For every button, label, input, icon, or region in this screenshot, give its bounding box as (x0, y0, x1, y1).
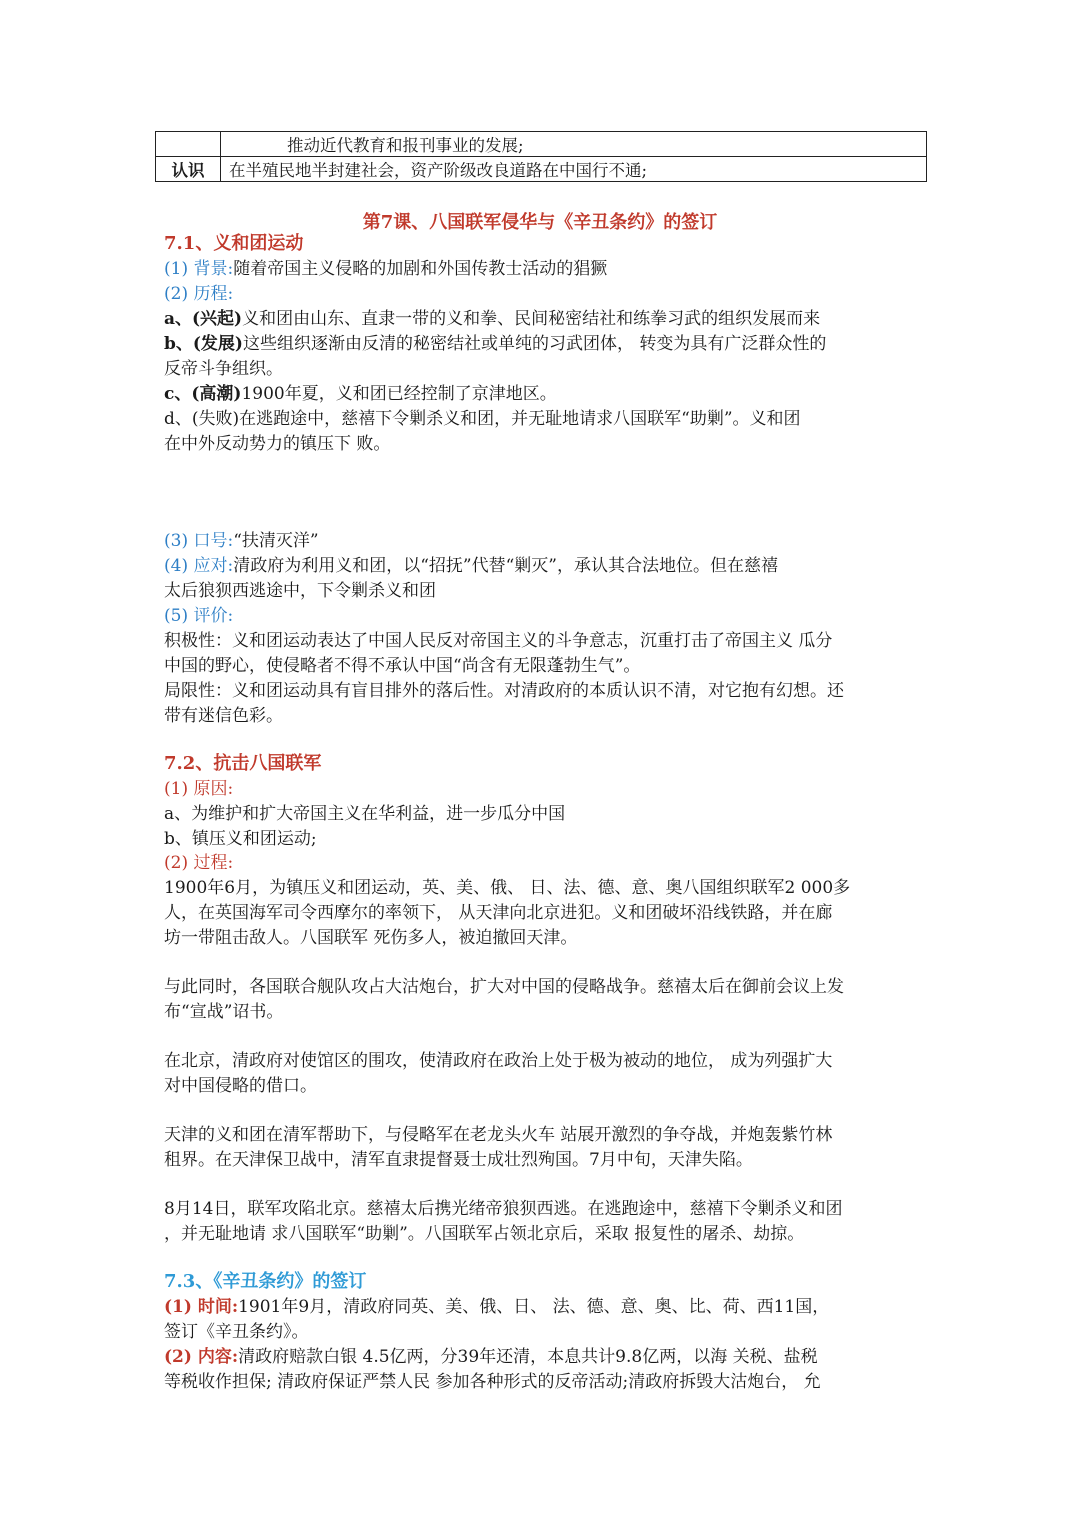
stage-b-text: 这些组织逐渐由反清的秘密结社或单纯的习武团体， 转变为具有广泛群众性的 (242, 334, 827, 354)
slogan-line (164, 530, 319, 552)
evaluation-limit: 局限性：义和团运动具有盲目排外的落后性。对清政府的本质认识不清，对它抱有幻想。还 (164, 681, 844, 701)
background-text: 随着帝国主义侵略的加剧和外国传教士活动的猖獗 (233, 259, 608, 279)
process-p1-cont: 人，在英国海军司令西摩尔的率领下， 从天津向北京进犯。义和团破坏沿线铁路，并在廊 (164, 903, 833, 923)
table-row (156, 132, 927, 157)
treaty-time-label: (1) 时间: (164, 1297, 239, 1317)
table-row (156, 157, 927, 182)
table-row-head: 认识 (156, 157, 221, 182)
stage-d: d、(失败)在逃跑途中，慈禧下令剿杀义和团，并无耻地请求八国联军“助剿”。义和团 (164, 409, 801, 429)
section-heading-7-2: 7.2、抗击八国联军 (164, 753, 322, 774)
process-p5: 8月14日，联军攻陷北京。慈禧太后携光绪帝狼狈西逃。在逃跑途中，慈禧下令剿杀义和团 (164, 1199, 843, 1219)
process-p4-cont: 租界。在天津保卫战中，清军直隶提督聂士成壮烈殉国。7月中旬，天津失陷。 (164, 1150, 753, 1170)
evaluation-limit-cont: 带有迷信色彩。 (164, 706, 283, 726)
response-label: (4) 应对: (164, 556, 234, 576)
slogan-label: (3) 口号: (164, 531, 234, 551)
treaty-content (164, 1346, 818, 1368)
stage-a (164, 308, 820, 330)
table-cell: 推动近代教育和报刊事业的发展; (221, 132, 927, 157)
response-line (164, 555, 778, 577)
process-p5-cont: ，并无耻地请 求八国联军“助剿”。八国联军占领北京后，采取 报复性的屠杀、劫掠。 (164, 1224, 805, 1244)
evaluation-positive: 积极性：义和团运动表达了中国人民反对帝国主义的斗争意志，沉重打击了帝国主义 瓜分 (164, 631, 833, 651)
evaluation-label: (5) 评价: (164, 606, 234, 626)
lesson-title: 第7课、八国联军侵华与《辛丑条约》的签订 (362, 212, 718, 233)
process-p1-cont2: 坊一带阻击敌人。八国联军 死伤多人，被迫撤回天津。 (164, 928, 578, 948)
cause-b: b、镇压义和团运动; (164, 829, 317, 849)
process-p3: 在北京，清政府对使馆区的围攻，使清政府在政治上处于极为被动的地位， 成为列强扩大 (164, 1051, 833, 1071)
stage-a-prefix: a、(兴起) (164, 309, 243, 329)
process-p3-cont: 对中国侵略的借口。 (164, 1076, 317, 1096)
stage-c (164, 383, 557, 405)
stage-c-prefix: c、(高潮) (164, 384, 242, 404)
process-p2-cont: 布“宣战”诏书。 (164, 1002, 284, 1022)
stage-b-prefix: b、(发展) (164, 334, 243, 354)
stage-d-cont: 在中外反动势力的镇压下 败。 (164, 434, 391, 454)
process-label: (2) 历程: (164, 284, 234, 304)
section-heading-7-1: 7.1、义和团运动 (164, 233, 304, 254)
cause-label: (1) 原因: (164, 779, 234, 799)
background-label: (1) 背景: (164, 259, 234, 279)
process-label-2: (2) 过程: (164, 853, 234, 873)
table-row-head (156, 132, 221, 157)
response-cont: 太后狼狈西逃途中，下令剿杀义和团 (164, 581, 436, 601)
stage-c-text: 1900年夏，义和团已经控制了京津地区。 (241, 384, 557, 404)
stage-a-text: 义和团由山东、直隶一带的义和拳、民间秘密结社和练拳习武的组织发展而来 (242, 309, 821, 329)
treaty-time-cont: 签订《辛丑条约》。 (164, 1322, 309, 1342)
process-p2: 与此同时，各国联合舰队攻占大沽炮台，扩大对中国的侵略战争。慈禧太后在御前会议上发 (164, 977, 844, 997)
table-cell: 在半殖民地半封建社会，资产阶级改良道路在中国行不通; (221, 157, 927, 182)
response-text: 清政府为利用义和团，以“招抚”代替“剿灭”，承认其合法地位。但在慈禧 (233, 556, 778, 576)
section-heading-7-3: 7.3、《辛丑条约》的签订 (164, 1271, 367, 1292)
summary-table (155, 131, 927, 182)
stage-b (164, 333, 826, 355)
stage-b-cont: 反帝斗争组织。 (164, 359, 283, 379)
treaty-content-text: 清政府赔款白银 4.5亿两，分39年还清，本息共计9.8亿两，以海 关税、盐税 (238, 1347, 818, 1367)
treaty-content-cont: 等税收作担保; 清政府保证严禁人民 参加各种形式的反帝活动;清政府拆毁大沽炮台， 允 (164, 1372, 821, 1392)
process-p1: 1900年6月，为镇压义和团运动，英、美、俄、 日、法、德、意、奥八国组织联军2 000多 (164, 878, 851, 898)
background-line (164, 258, 607, 280)
evaluation-positive-cont: 中国的野心，使侵略者不得不承认中国“尚含有无限蓬勃生气”。 (164, 656, 641, 676)
cause-a: a、为维护和扩大帝国主义在华利益，进一步瓜分中国 (164, 804, 566, 824)
treaty-time (164, 1296, 829, 1318)
treaty-time-text: 1901年9月，清政府同英、美、俄、日、 法、德、意、奥、比、荷、西11国， (238, 1297, 830, 1317)
treaty-content-label: (2) 内容: (164, 1347, 239, 1367)
slogan-text: “扶清灭洋” (233, 531, 319, 551)
process-p4: 天津的义和团在清军帮助下，与侵略军在老龙头火车 站展开激烈的争夺战，并炮轰紫竹林 (164, 1125, 833, 1145)
